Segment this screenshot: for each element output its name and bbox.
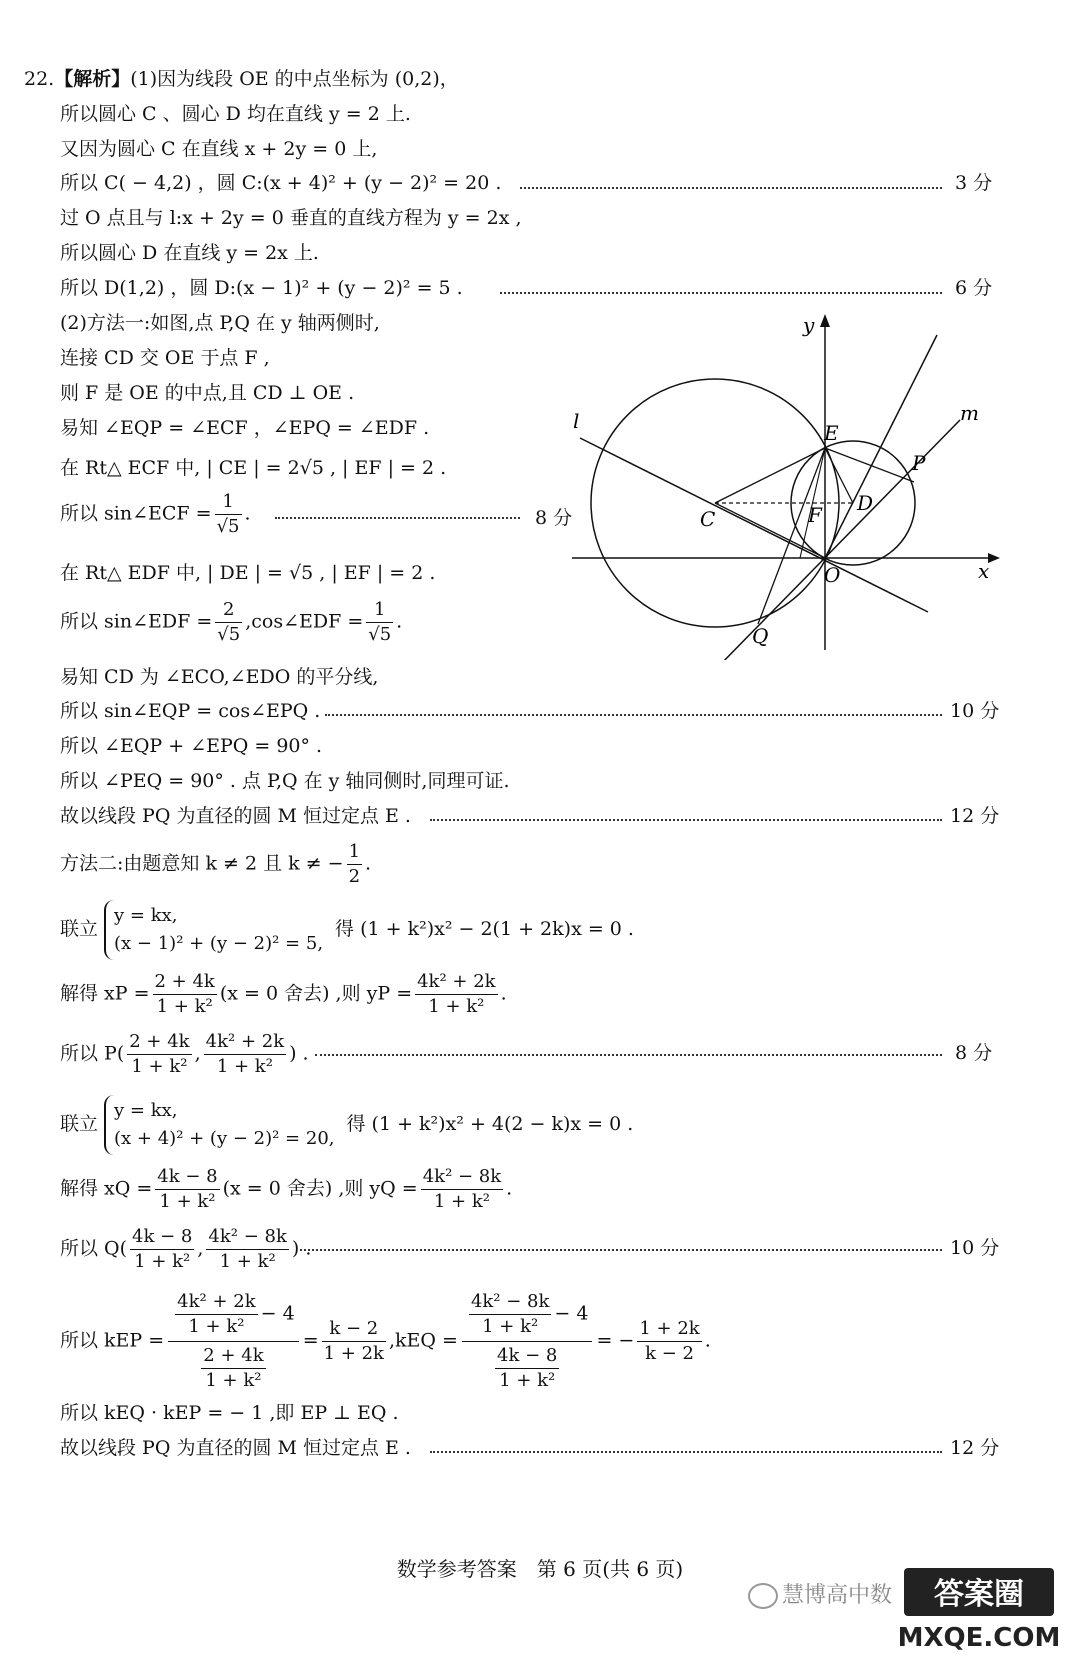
- score-leader-6: [500, 292, 942, 294]
- y-axis-arrow: [820, 314, 830, 327]
- geometry-figure: [560, 310, 1040, 660]
- line-22: 联立 y = kx, (x − 1)² + (y − 2)² = 5, 得 (1 + k²)x² − 2(1 + 2k)x = 0 .: [60, 900, 634, 960]
- line-29: 所以 kEQ · kEP = − 1 ,即 EP ⊥ EQ .: [60, 1402, 399, 1424]
- score-10b: 10 分: [950, 1237, 1000, 1259]
- label-q: Q: [752, 624, 769, 648]
- score-10a: 10 分: [950, 700, 1000, 722]
- score-6: 6 分: [955, 277, 993, 299]
- score-leader-10b: [300, 1249, 942, 1251]
- label-y: y: [803, 313, 815, 337]
- line-15: 所以 sin∠EDF = $\frac{2}{√5}$ ,cos∠EDF = $\frac{1}{√5}$ .: [60, 599, 403, 645]
- line-25: 联立 y = kx, (x + 4)² + (y − 2)² = 20, 得 (1 + k²)x² + 4(2 − k)x = 0 .: [60, 1095, 633, 1155]
- problem-header: [24, 66, 459, 92]
- line-11: 易知 ∠EQP = ∠ECF ，∠EPQ = ∠EDF .: [60, 417, 430, 439]
- label-m: m: [960, 401, 979, 425]
- line-27: 所以 Q( $\frac{4k - 8}{\text{1 + k²}}$ , $\frac{\text{4k² − 8k}}{\text{1 + k²}}$ ) .: [60, 1226, 312, 1272]
- line-10: 则 F 是 OE 的中点,且 CD ⊥ OE .: [60, 382, 355, 404]
- line-26: 解得 xQ = $\frac{4k - 8}{\text{1 + k²}}$ (x = 0 舍去) ,则 yQ = $\frac{\text{4k² − 8k}}{\text{1 + k²}}$ .: [60, 1166, 513, 1212]
- line-l: [580, 438, 928, 612]
- score-leader-10a: [325, 714, 942, 716]
- segment-ep: [825, 448, 914, 482]
- line-12: 在 Rt△ ECF 中, | CE | = 2√5 , | EF | = 2 .: [60, 457, 447, 479]
- line-24: 所以 P( $\frac{2 + 4k}{\text{1 + k²}}$ , $\frac{\text{4k² + 2k}}{\text{1 + k²}}$ ) .: [60, 1031, 309, 1077]
- score-leader-8b: [315, 1054, 942, 1056]
- label-o: O: [824, 563, 841, 587]
- label-d: D: [857, 491, 874, 515]
- page-footer: 数学参考答案 第 6 页(共 6 页): [396, 1557, 684, 1581]
- line-18: 所以 ∠EQP + ∠EPQ = 90° .: [60, 735, 323, 757]
- line-20: 故以线段 PQ 为直径的圆 M 恒过定点 E .: [60, 805, 411, 827]
- analysis-tag: 【解析】: [54, 68, 131, 90]
- score-8a: 8 分: [535, 507, 573, 529]
- line-28: 所以 kEP = $\frac{\text{4k² + 2k}}{\text{1 + k²}}$ − 4 $\frac{2 + 4k}{\text{1 + k²}}$ = $\frac{k - 2}{1 + 2k}$ ,kEQ = $\frac{\text{4k² − 8k}}{\text{1 + k²}}$ − 4 $\frac{4k - 8}{\text{1 + k²}}$ = − $\frac{1 + 2k}{k - 2}$ .: [60, 1291, 711, 1391]
- score-leader-12a: [430, 819, 942, 821]
- label-c: C: [700, 507, 716, 531]
- line-1: (1)因为线段 OE 的中点坐标为 (0,2)，: [130, 68, 459, 90]
- line-od: [825, 335, 937, 558]
- line-23: 解得 xP = $\frac{2 + 4k}{\text{1 + k²}}$ (x = 0 舍去) ,则 yP = $\frac{\text{4k² + 2k}}{\text{1 + k²}}$ .: [60, 971, 507, 1017]
- equation-system: y = kx, (x − 1)² + (y − 2)² = 5,: [104, 900, 329, 960]
- score-12b: 12 分: [950, 1437, 1000, 1459]
- x-axis-arrow: [988, 553, 1000, 563]
- line-17: 所以 sin∠EQP = cos∠EPQ .: [60, 700, 321, 722]
- svg-text:答案圈: 答案圈: [934, 1577, 1024, 1612]
- label-p: P: [912, 451, 926, 475]
- score-8b: 8 分: [955, 1042, 993, 1064]
- fraction: $\frac{1}{√5}$: [216, 491, 240, 537]
- line-14: 在 Rt△ EDF 中, | DE | = √5 , | EF | = 2 .: [60, 562, 436, 584]
- line-19: 所以 ∠PEQ = 90° . 点 P,Q 在 y 轴同侧时,同理可证.: [60, 770, 510, 792]
- svg-text:MXQE.COM: MXQE.COM: [898, 1623, 1060, 1653]
- line-7: 所以 D(1,2) ，圆 D:(x − 1)² + (y − 2)² = 5 .: [60, 277, 463, 299]
- line-3: 又因为圆心 C 在直线 x + 2y = 0 上,: [60, 138, 378, 160]
- line-6: 所以圆心 D 在直线 y = 2x 上.: [60, 242, 319, 264]
- score-leader-12b: [430, 1451, 942, 1453]
- score-3: 3 分: [955, 172, 993, 194]
- line-9: 连接 CD 交 OE 于点 F ,: [60, 347, 270, 369]
- line-21: 方法二:由题意知 k ≠ 2 且 k ≠ − $\frac{1}{2}$ .: [60, 841, 372, 887]
- line-8: (2)方法一:如图,点 P,Q 在 y 轴两侧时,: [60, 312, 380, 334]
- compound-fraction: $\frac{\text{4k² − 8k}}{\text{1 + k²}}$ − 4 $\frac{4k - 8}{\text{1 + k²}}$: [462, 1290, 593, 1393]
- segment-eq: [758, 448, 825, 624]
- line-16: 易知 CD 为 ∠ECO,∠EDO 的平分线,: [60, 666, 379, 688]
- label-x: x: [978, 559, 990, 583]
- problem-number: 22.: [24, 68, 55, 90]
- wechat-icon: [748, 1583, 778, 1609]
- equation-system: y = kx, (x + 4)² + (y − 2)² = 20,: [104, 1095, 340, 1155]
- site-logo: [898, 1560, 1060, 1654]
- segment-ce: [715, 448, 825, 503]
- label-l: l: [573, 409, 580, 433]
- line-2: 所以圆心 C 、圆心 D 均在直线 y = 2 上.: [60, 103, 411, 125]
- label-e: E: [824, 421, 839, 445]
- label-f: F: [808, 503, 822, 527]
- line-4: 所以 C( − 4,2) ，圆 C:(x + 4)² + (y − 2)² = 20 .: [60, 172, 502, 194]
- watermark-text: 慧博高中数: [748, 1578, 892, 1609]
- score-12a: 12 分: [950, 805, 1000, 827]
- compound-fraction: $\frac{\text{4k² + 2k}}{\text{1 + k²}}$ − 4 $\frac{2 + 4k}{\text{1 + k²}}$: [168, 1290, 299, 1393]
- score-leader-3: [520, 187, 942, 189]
- line-30: 故以线段 PQ 为直径的圆 M 恒过定点 E .: [60, 1437, 411, 1459]
- score-leader-8a: [275, 517, 520, 519]
- line-5: 过 O 点且与 l:x + 2y = 0 垂直的直线方程为 y = 2x ,: [60, 207, 522, 229]
- line-13: 所以 sin∠ECF = $\frac{1}{√5}$ .: [60, 491, 251, 537]
